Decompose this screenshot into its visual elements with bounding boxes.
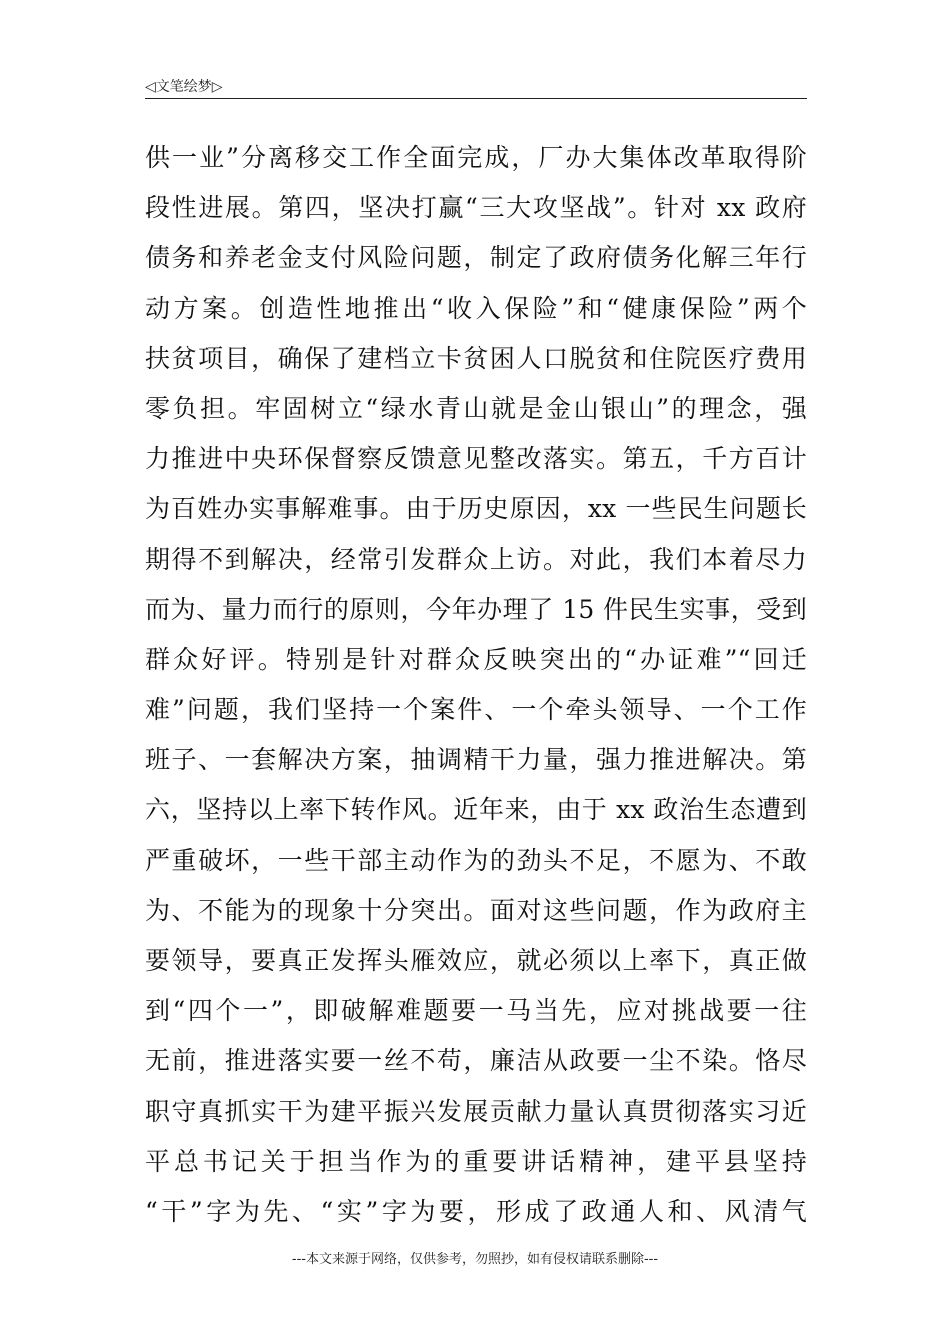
text-line: 六，坚持以上率下转作风。近年来，由于 xx 政治生态遭到 xyxy=(145,795,807,825)
text-line: 期得不到解决，经常引发群众上访。对此，我们本着尽力 xyxy=(145,544,807,574)
text-line: 零负担。牢固树立“绿水青山就是金山银山”的理念，强 xyxy=(145,393,807,423)
text-line: 无前，推进落实要一丝不苟，廉洁从政要一尘不染。恪尽 xyxy=(145,1046,807,1076)
text-line: 债务和养老金支付风险问题，制定了政府债务化解三年行 xyxy=(145,243,807,273)
text-line: 平总书记关于担当作为的重要讲话精神，建平县坚持 xyxy=(145,1146,807,1176)
text-line: 供一业”分离移交工作全面完成，厂办大集体改革取得阶 xyxy=(145,143,807,172)
text-line: 动方案。创造性地推出“收入保险”和“健康保险”两个 xyxy=(145,293,807,323)
text-line: 段性进展。第四，坚决打赢“三大攻坚战”。针对 xx 政府 xyxy=(145,193,807,223)
text-line: “干”字为先、“实”字为要，形成了政通人和、风清气 xyxy=(145,1196,807,1226)
body-text xyxy=(145,133,807,1237)
text-line: 群众好评。特别是针对群众反映突出的“办证难”“回迁 xyxy=(145,644,807,674)
text-line: 到“四个一”，即破解难题要一马当先，应对挑战要一往 xyxy=(145,996,807,1026)
text-line: 严重破坏，一些干部主动作为的劲头不足，不愿为、不敢 xyxy=(145,845,807,875)
text-line: 为、不能为的现象十分突出。面对这些问题，作为政府主 xyxy=(145,895,807,925)
text-line: 扶贫项目，确保了建档立卡贫困人口脱贫和住院医疗费用 xyxy=(145,343,807,373)
text-line: 难”问题，我们坚持一个案件、一个牵头领导、一个工作 xyxy=(145,695,807,725)
page-header xyxy=(145,74,807,99)
text-line: 而为、量力而行的原则，今年办理了 15 件民生实事，受到 xyxy=(145,594,807,624)
text-line: 力推进中央环保督察反馈意见整改落实。第五，千方百计 xyxy=(145,444,807,474)
text-line: 职守真抓实干为建平振兴发展贡献力量认真贯彻落实习近 xyxy=(145,1096,807,1126)
page-footer: ---本文来源于网络，仅供参考，勿照抄，如有侵权请联系删除--- xyxy=(291,1252,659,1267)
text-line: 要领导，要真正发挥头雁效应，就必须以上率下，真正做 xyxy=(145,946,807,975)
header-title: ◁文笔绘梦▷ xyxy=(145,79,223,95)
text-line: 为百姓办实事解难事。由于历史原因，xx 一些民生问题长 xyxy=(145,494,807,524)
text-line: 班子、一套解决方案，抽调精干力量，强力推进解决。第 xyxy=(145,745,807,775)
